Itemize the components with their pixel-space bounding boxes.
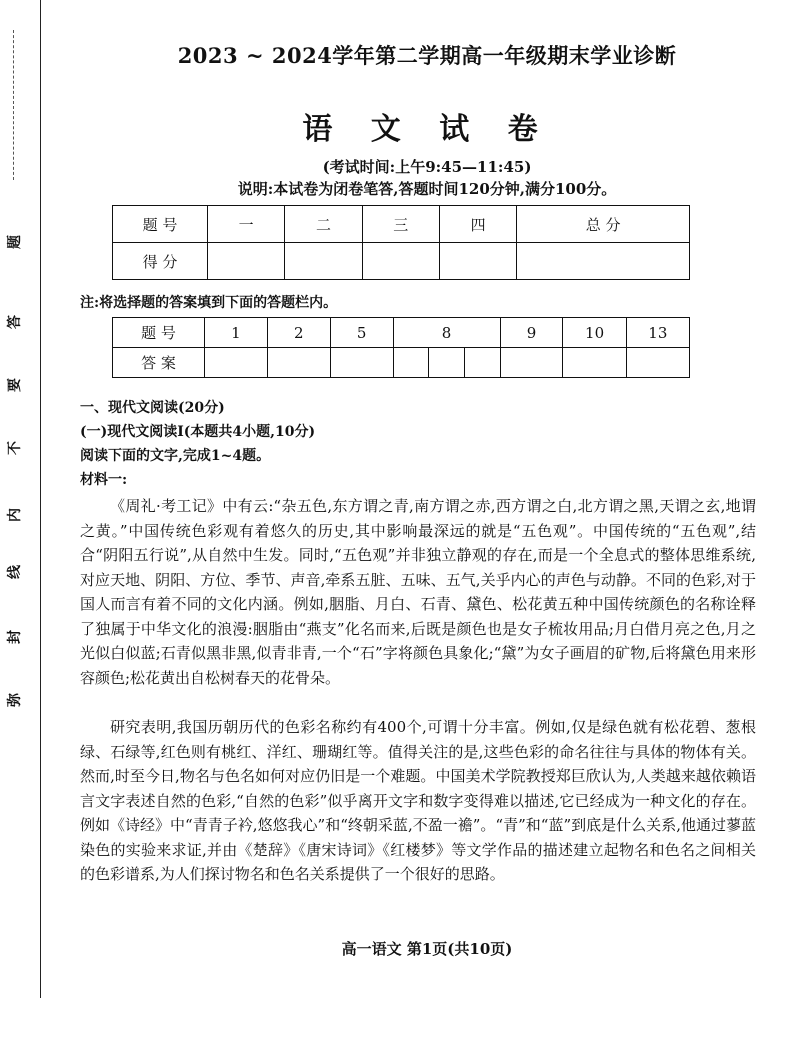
answer-cell[interactable] xyxy=(626,348,689,378)
answer-cell[interactable] xyxy=(393,348,429,378)
score-cell[interactable] xyxy=(285,243,362,280)
page-footer: 高一语文 第1页(共10页) xyxy=(341,940,513,958)
row-header: 题 号 xyxy=(113,206,208,243)
answer-note: 注:将选择题的答案填到下面的答题栏内。 xyxy=(80,295,338,311)
answer-cell[interactable] xyxy=(267,348,330,378)
margin-char: 内 xyxy=(7,508,23,522)
column-header: 10 xyxy=(563,318,626,348)
answer-cell[interactable] xyxy=(429,348,465,378)
column-header: 四 xyxy=(439,206,516,243)
score-cell[interactable] xyxy=(208,243,285,280)
subsection-heading: (一)现代文阅读Ⅰ(本题共4小题,10分) xyxy=(80,424,316,440)
score-header-row xyxy=(113,206,690,243)
column-header: 1 xyxy=(204,318,267,348)
column-header: 13 xyxy=(626,318,689,348)
exam-note: 说明:本试卷为闭卷笔答,答题时间120分钟,满分100分。 xyxy=(237,180,617,198)
column-header: 9 xyxy=(500,318,563,348)
answer-header-row xyxy=(113,318,690,348)
answer-cell[interactable] xyxy=(204,348,267,378)
answer-cell[interactable] xyxy=(500,348,563,378)
paragraph: 研究表明,我国历朝历代的色彩名称约有400个,可谓十分丰富。例如,仅是绿色就有松花碧、葱根绿、石绿等,红色则有桃红、洋红、珊瑚红等。值得关注的是,这些色彩的命名往往与具体的物体有关。然而,时至今日,物名与色名如何对应仍旧是一个难题。中国美术学院教授郑巨欣认为,人类越来越依赖语言文字表述自然的色彩,“自然的色彩”似乎离开文字和数字变得难以描述,它已经成为一种文化的存在。例如《诗经》中“青青子衿,悠悠我心”和“终朝采蓝,不盈一襜”。“青”和“蓝”到底是什么关系,他通过蓼蓝染色的实验来求证,并由《楚辞》《唐宋诗词》《红楼梦》等文学作品的描述建立起物名和色名之间相关的色彩谱系,为人们探讨物名和色名关系提供了一个很好的思路。 xyxy=(80,718,756,883)
column-header: 一 xyxy=(208,206,285,243)
page-margin-line xyxy=(40,0,41,998)
exam-header-title: 2023 ~ 2024学年第二学期高一年级期末学业诊断 xyxy=(177,43,677,68)
margin-char: 不 xyxy=(7,441,23,455)
score-cell[interactable] xyxy=(362,243,439,280)
margin-char: 题 xyxy=(7,235,23,249)
seal-line-margin xyxy=(3,0,25,1000)
column-header: 三 xyxy=(362,206,439,243)
column-header: 5 xyxy=(330,318,393,348)
reading-instruction: 阅读下面的文字,完成1~4题。 xyxy=(80,448,271,464)
column-header: 总 分 xyxy=(517,206,690,243)
score-cell[interactable] xyxy=(517,243,690,280)
answer-table xyxy=(112,317,690,378)
exam-time: (考试时间:上午9:45—11:45) xyxy=(322,158,532,176)
row-header: 答 案 xyxy=(113,348,205,378)
margin-char: 封 xyxy=(7,630,23,644)
margin-char: 线 xyxy=(7,565,23,579)
section-heading: 一、现代文阅读(20分) xyxy=(80,400,225,416)
column-header: 二 xyxy=(285,206,362,243)
score-table xyxy=(112,205,690,280)
material-label: 材料一: xyxy=(80,472,128,488)
column-header: 8 xyxy=(393,318,500,348)
answer-cell[interactable] xyxy=(330,348,393,378)
score-value-row xyxy=(113,243,690,280)
row-header: 题 号 xyxy=(113,318,205,348)
answer-cell[interactable] xyxy=(464,348,500,378)
answer-value-row xyxy=(113,348,690,378)
paper-title: 语 文 试 卷 xyxy=(302,112,552,147)
paragraph: 《周礼·考工记》中有云:“杂五色,东方谓之青,南方谓之赤,西方谓之白,北方谓之黑,天谓之玄,地谓之黄。”中国传统色彩观有着悠久的历史,其中影响最深远的就是“五色观”。中国传统的“五色观”,结合“阴阳五行说”,从自然中生发。同时,“五色观”并非独立静观的存在,而是一个全息式的整体思维系统,对应天地、阴阳、方位、季节、声音,牵系五脏、五味、五气,关乎内心的声色与动静。不同的色彩,对于国人而言有着不同的文化内涵。例如,胭脂、月白、石青、黛色、松花黄五种中国传统颜色的名称诠释了独属于中华文化的浪漫:胭脂由“燕支”化名而来,后既是颜色也是女子梳妆用品;月白借月亮之色,月之光似白似蓝;石青似黑非黑,似青非青,一个“石”字将颜色具象化;“黛”为女子画眉的矿物,后将黛色用来形容颜色;松花黄出自松树春天的花骨朵。 xyxy=(80,497,756,687)
row-header: 得 分 xyxy=(113,243,208,280)
answer-cell[interactable] xyxy=(563,348,626,378)
margin-char: 要 xyxy=(7,378,23,392)
margin-char: 弥 xyxy=(7,693,23,707)
column-header: 2 xyxy=(267,318,330,348)
score-cell[interactable] xyxy=(439,243,516,280)
margin-char: 答 xyxy=(7,315,23,329)
